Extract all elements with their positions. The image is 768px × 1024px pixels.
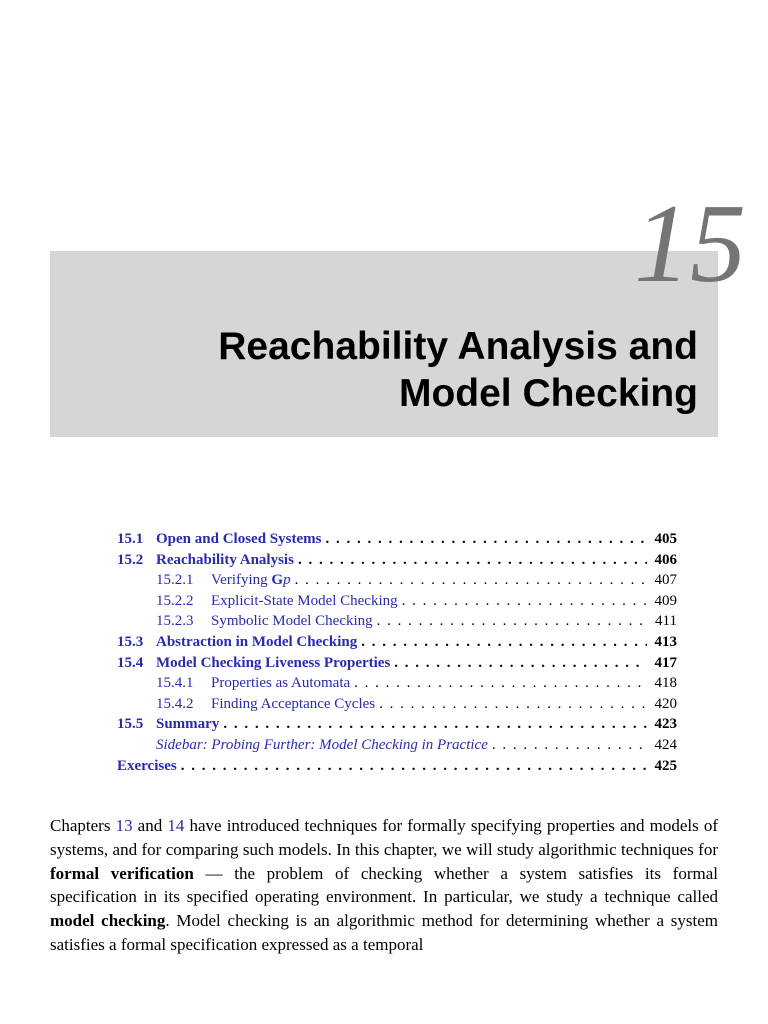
body-text-segment: have introduced techniques for formally specifying properties and models of systems, and for comparing such models. In this chapter, we will study algorithmic techniques for [50, 816, 719, 859]
toc-leader-dots [181, 756, 647, 777]
table-of-contents [117, 529, 677, 776]
toc-entry-15-2-3[interactable] [117, 611, 677, 632]
toc-entry-15-5[interactable] [117, 714, 677, 735]
toc-page: 424 [654, 736, 677, 753]
toc-leader-dots [354, 673, 647, 694]
body-text-segment: — the problem of checking whether a system satisfies its formal specification in its specified operating environment. In particular, we study a technique called [50, 863, 718, 907]
toc-entry-15-2[interactable] [117, 550, 677, 571]
toc-entry-15-4-2[interactable] [117, 694, 677, 715]
toc-title[interactable] [211, 570, 291, 591]
intro-paragraph [50, 814, 718, 957]
toc-leader-dots [298, 550, 647, 571]
toc-entry-15-4[interactable] [117, 653, 677, 674]
term-model-checking: model checking [50, 911, 166, 931]
chapter-14-link[interactable]: 14 [167, 816, 185, 835]
toc-leader-dots [223, 714, 647, 735]
toc-page: 406 [654, 551, 677, 568]
toc-number: 15.5 [117, 716, 144, 733]
chapter-title-line-1: Reachability Analysis and [218, 325, 698, 368]
toc-number: 15.2 [117, 551, 144, 568]
chapter-title [218, 323, 698, 417]
toc-leader-dots [325, 529, 647, 550]
toc-number: 15.2.2 [156, 592, 194, 609]
toc-page: 413 [654, 633, 677, 650]
toc-leader-dots [492, 735, 647, 756]
toc-entry-15-2-1[interactable] [117, 570, 677, 591]
toc-title[interactable]: Model Checking Liveness Properties [156, 654, 391, 671]
toc-page: 405 [654, 531, 677, 547]
toc-page: 411 [655, 613, 677, 630]
body-text-segment: and [132, 816, 168, 835]
toc-title[interactable]: Open and Closed Systems [156, 531, 322, 547]
toc-entry-15-4-1[interactable] [117, 673, 677, 694]
toc-number: 15.4.1 [156, 675, 194, 692]
chapter-13-link[interactable]: 13 [115, 816, 133, 835]
toc-title[interactable]: Symbolic Model Checking [211, 613, 373, 630]
term-formal-verification: formal verification [50, 863, 194, 883]
toc-entry-15-3[interactable] [117, 632, 677, 653]
toc-leader-dots [295, 570, 647, 591]
toc-number: 15.3 [117, 633, 144, 650]
toc-page: 407 [654, 572, 677, 589]
chapter-title-line-2: Model Checking [398, 372, 698, 415]
toc-leader-dots [377, 611, 647, 632]
toc-entry-15-2-2[interactable] [117, 591, 677, 612]
toc-leader-dots [379, 694, 647, 715]
toc-leader-dots [394, 653, 647, 674]
toc-title[interactable]: Properties as Automata [211, 675, 351, 692]
toc-number: 15.2.3 [156, 613, 194, 630]
toc-leader-dots [402, 591, 647, 612]
toc-page: 417 [654, 654, 677, 671]
toc-leader-dots [361, 632, 647, 653]
toc-title-proposition: p [283, 572, 291, 589]
toc-title[interactable]: Explicit-State Model Checking [211, 592, 398, 609]
toc-title-prefix: Verifying [211, 572, 272, 589]
toc-entry-exercises[interactable] [117, 756, 677, 777]
body-text-segment: . Model checking is an algorithmic method for determining whether a system satisfies a formal specification expressed as a temporal [50, 911, 718, 954]
toc-page: 409 [654, 592, 677, 609]
toc-page: 425 [654, 757, 677, 774]
toc-entry-15-1[interactable] [117, 529, 677, 550]
toc-title[interactable]: Reachability Analysis [156, 551, 294, 568]
toc-number: 15.2.1 [156, 572, 194, 589]
toc-title[interactable]: Summary [156, 716, 220, 733]
chapter-title-banner [50, 251, 718, 437]
toc-entry-sidebar[interactable] [117, 735, 677, 756]
toc-page: 423 [654, 716, 677, 733]
toc-title[interactable]: Finding Acceptance Cycles [211, 695, 376, 712]
toc-title[interactable]: Abstraction in Model Checking [156, 633, 358, 650]
toc-page: 420 [654, 695, 677, 712]
body-text-segment: Chapters [50, 816, 116, 835]
toc-number: 15.4 [117, 654, 144, 671]
toc-title[interactable]: Sidebar: Probing Further: Model Checking in Practice [156, 736, 488, 753]
toc-number: 15.4.2 [156, 695, 194, 712]
toc-number: 15.1 [117, 531, 144, 547]
chapter-number: 15 [634, 182, 746, 306]
toc-page: 418 [654, 675, 677, 692]
toc-title-globally-operator: G [271, 572, 284, 589]
toc-title[interactable]: Exercises [117, 757, 177, 774]
